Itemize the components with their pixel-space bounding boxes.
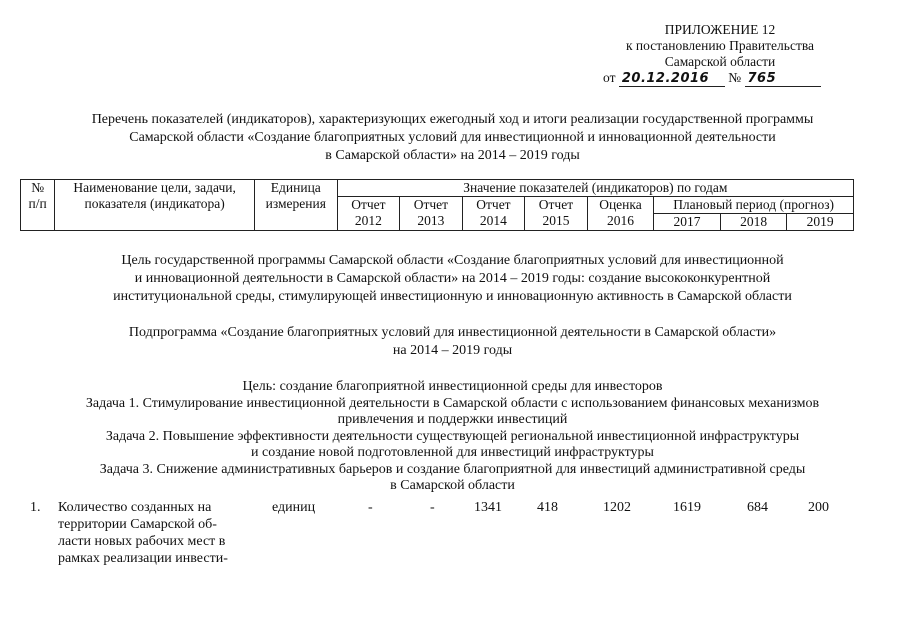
subprogram-line: на 2014 – 2019 годы (392, 343, 513, 358)
task-2: Задача 2. Повышение эффективности деятельности существующей региональной инвестиционной инфраструктуры (105, 428, 800, 444)
appendix-region: Самарской области (664, 54, 776, 69)
header-col-2012: Отчет 2012 (337, 197, 400, 231)
task-1-cont: привлечения и поддержки инвестиций (337, 412, 568, 427)
header-col-2018: 2018 (720, 214, 787, 231)
header-col-2014: Отчет 2014 (462, 197, 525, 231)
task-3-cont: в Самарской области (390, 478, 515, 493)
program-goal (0, 252, 905, 306)
header-col-2017: 2017 (654, 214, 721, 231)
header-values: Значение показателей (индикаторов) по годам (337, 180, 853, 197)
row-value-2013: - (430, 500, 435, 515)
header-unit: Единица измерения (254, 180, 337, 231)
task-3: Задача 3. Снижение административных барьеров и создание благоприятной для инвестиций административной среды (99, 461, 806, 477)
row-number: 1. (30, 500, 41, 515)
task-1: Задача 1. Стимулирование инвестиционной деятельности в Самарской области с использованием финансовых механизмов (85, 395, 820, 411)
appendix-title: ПРИЛОЖЕНИЕ 12 (664, 22, 776, 37)
title-line: Самарской области «Создание благоприятных условий для инвестиционной и инновационной деятельности (129, 130, 776, 145)
title-line: Перечень показателей (индикаторов), характеризующих ежегодный ход и итоги реализации государственной программы (91, 112, 814, 127)
header-col-2019: 2019 (787, 214, 854, 231)
appendix-from-label: от (603, 70, 616, 85)
appendix-resolution: к постановлению Правительства (625, 38, 815, 53)
subprogram-goal: Цель: создание благоприятной инвестиционной среды для инвесторов (242, 379, 663, 394)
title-line: в Самарской области» на 2014 – 2019 годы (325, 148, 580, 163)
goal-line: институциональной среды, стимулирующей инвестиционную и инновационную активность в Самарской области (113, 289, 792, 304)
appendix-number-label: № (728, 70, 742, 85)
row-value-2017: 1619 (673, 500, 701, 515)
row-value-2014: 1341 (474, 500, 502, 515)
subprogram-tasks (0, 379, 905, 495)
appendix-number: 765 (745, 72, 821, 87)
header-planned: Плановый период (прогноз) (654, 197, 854, 214)
header-col-2013: Отчет 2013 (400, 197, 463, 231)
indicators-table-header (20, 179, 854, 231)
row-indicator-name: Количество созданных на территории Самарской об- ласти новых рабочих мест в рамках реализации инвести- (58, 500, 228, 566)
row-value-2015: 418 (537, 500, 558, 515)
header-col-2016: Оценка 2016 (587, 197, 654, 231)
subprogram-title (0, 324, 905, 360)
row-value-2012: - (368, 500, 373, 515)
document-title (0, 111, 905, 165)
task-2-cont: и создание новой подготовленной для инвестиций инфраструктуры (251, 445, 654, 460)
header-num: № п/п (21, 180, 55, 231)
subprogram-line: Подпрограмма «Создание благоприятных условий для инвестиционной деятельности в Самарской области» (128, 325, 777, 340)
header-name: Наименование цели, задачи, показателя (индикатора) (55, 180, 255, 231)
goal-line: Цель государственной программы Самарской области «Создание благоприятных условий для инвестиционной (121, 253, 784, 268)
goal-line: и инновационной деятельности в Самарской области» на 2014 – 2019 годы: создание высококонкурентной (134, 271, 771, 286)
row-value-2016: 1202 (603, 500, 631, 515)
row-unit: единиц (272, 500, 316, 515)
appendix-date-number (600, 70, 840, 87)
row-value-2018: 684 (747, 500, 768, 515)
header-col-2015: Отчет 2015 (525, 197, 588, 231)
appendix-date: 20.12.2016 (619, 72, 725, 87)
row-value-2019: 200 (808, 500, 829, 515)
appendix-block (600, 22, 840, 87)
